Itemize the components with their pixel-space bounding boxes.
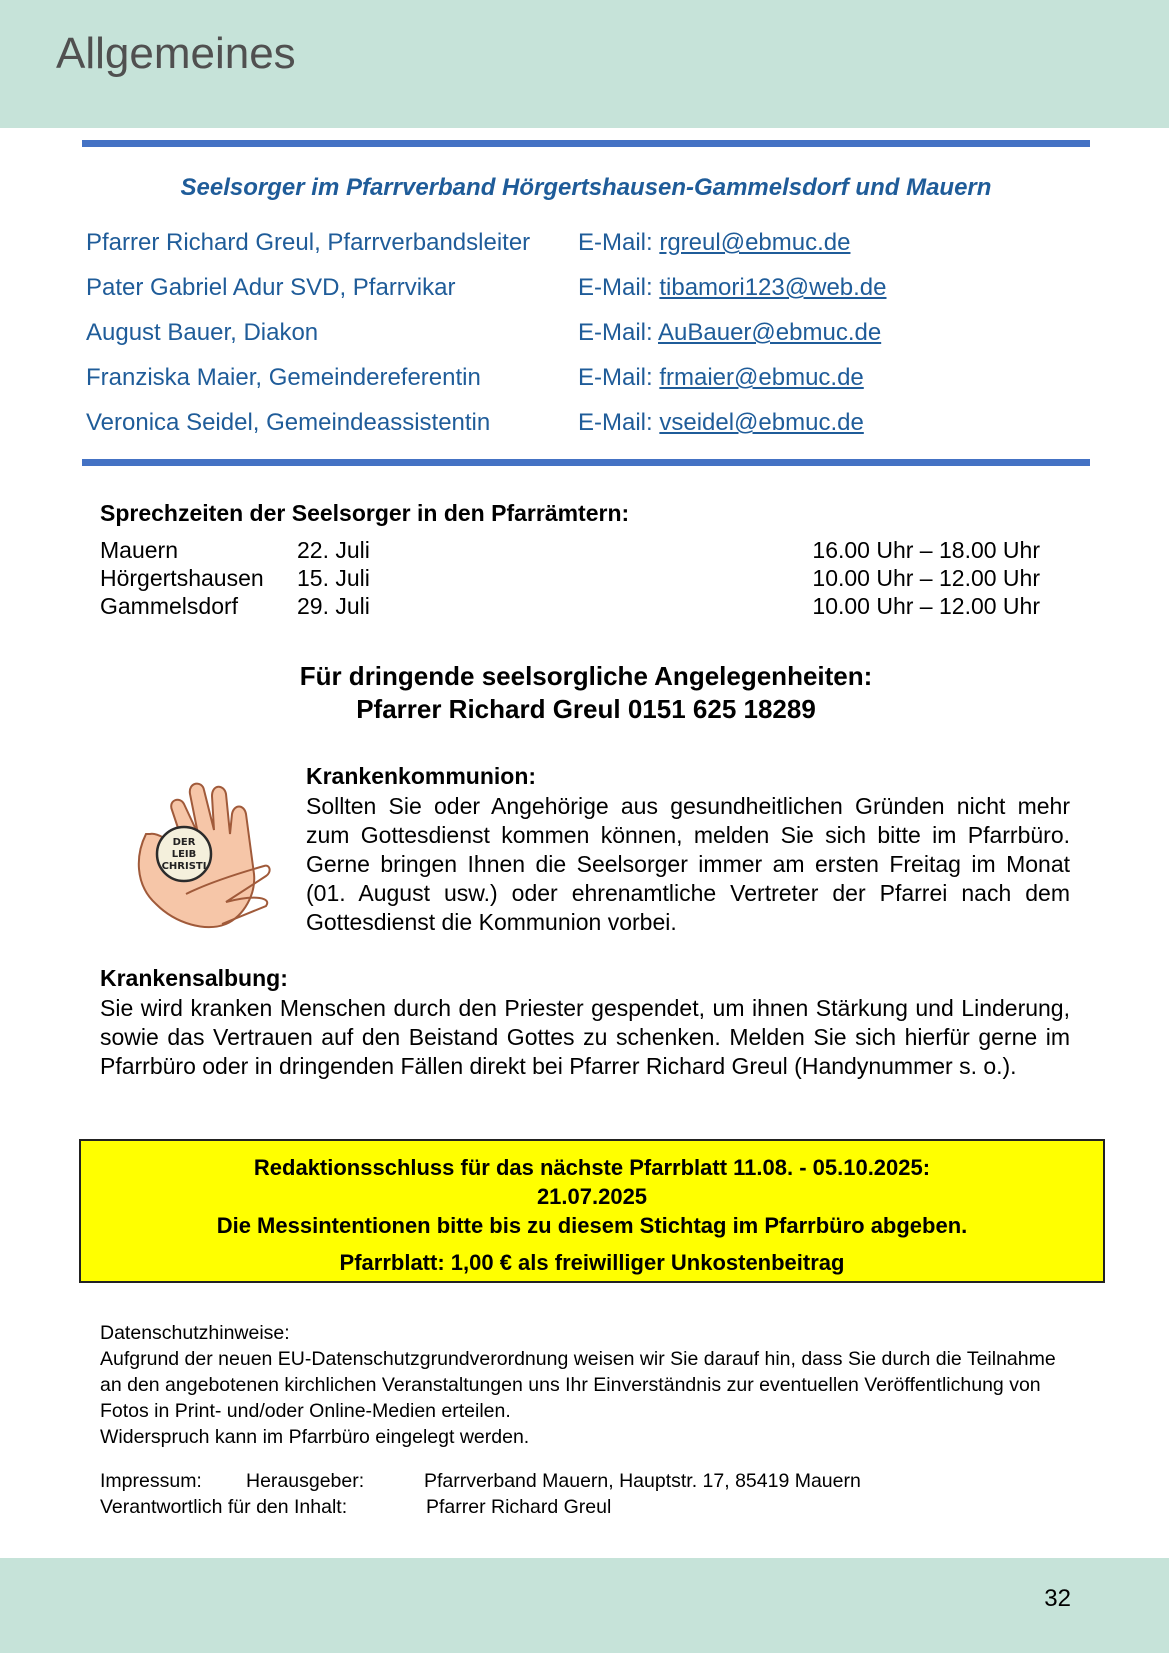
urgent-contact: Pfarrer Richard Greul 0151 625 18289 xyxy=(356,694,816,724)
office-time: 10.00 Uhr – 12.00 Uhr xyxy=(812,565,1040,591)
notice-intentions-line: Die Messintentionen bitte bis zu diesem Stichtag im Pfarrbüro abgeben. xyxy=(216,1213,968,1238)
sick-communion-title: Krankenkommunion: xyxy=(306,763,537,789)
email-link[interactable]: AuBauer@ebmuc.de xyxy=(658,319,882,346)
contact-name: Pater Gabriel Adur SVD, Pfarrvikar xyxy=(86,274,456,301)
host-label-line3: CHRISTI xyxy=(161,861,207,872)
responsible-value: Pfarrer Richard Greul xyxy=(426,1496,612,1518)
email-link[interactable]: tibamori123@web.de xyxy=(659,274,887,301)
notice-price-line: Pfarrblatt: 1,00 € als freiwilliger Unkostenbeitrag xyxy=(339,1250,845,1275)
contact-email: E-Mail: AuBauer@ebmuc.de xyxy=(578,319,882,346)
privacy-text: Aufgrund der neuen EU-Datenschutzgrundverordnung weisen wir Sie darauf hin, dass Sie durch die Teilnahme an den angebotenen kirchlichen Veranstaltungen uns Ihr Einverständnis zur eventuellen Veröffentlichung von Fotos in Print- und/oder Online-Medien erteilen. xyxy=(100,1348,1056,1422)
contact-name: August Bauer, Diakon xyxy=(86,319,319,346)
privacy-notice xyxy=(100,1320,1080,1450)
email-link[interactable]: vseidel@ebmuc.de xyxy=(659,409,864,436)
anointing-title: Krankensalbung: xyxy=(100,965,288,991)
office-hours-row xyxy=(100,537,1040,565)
hands-host-illustration xyxy=(126,774,272,934)
host-label-line2: LEIB xyxy=(171,849,197,860)
notice-date-line: 21.07.2025 xyxy=(536,1184,648,1209)
email-link[interactable]: rgreul@ebmuc.de xyxy=(659,229,851,256)
notice-deadline-line: Redaktionsschluss für das nächste Pfarrblatt 11.08. - 05.10.2025: xyxy=(253,1155,931,1180)
office-time: 16.00 Uhr – 18.00 Uhr xyxy=(812,537,1040,563)
office-date: 29. Juli xyxy=(297,593,370,619)
office-place: Gammelsdorf xyxy=(100,593,239,619)
contact-row xyxy=(86,229,1086,261)
privacy-objection: Widerspruch kann im Pfarrbüro eingelegt werden. xyxy=(100,1426,530,1448)
email-link[interactable]: frmaier@ebmuc.de xyxy=(659,364,864,391)
office-place: Mauern xyxy=(100,537,178,563)
contacts-title: Seelsorger im Pfarrverband Hörgertshausen-Gammelsdorf und Mauern xyxy=(180,174,992,201)
imprint-label: Impressum: xyxy=(100,1470,202,1492)
imprint-responsible-row xyxy=(100,1496,1000,1522)
anointing-text: Sie wird kranken Menschen durch den Priester gespendet, um ihnen Stärkung und Linderung, sowie das Vertrauen auf den Beistand Gottes zu schenken. Melden Sie sich hierfür gerne im Pfarrbüro oder in dringenden Fällen direkt bei Pfarrer Richard Greul (Handynummer s. o.). xyxy=(100,995,1070,1079)
office-place: Hörgertshausen xyxy=(100,565,264,591)
contact-email: E-Mail: vseidel@ebmuc.de xyxy=(578,409,864,436)
contact-name: Franziska Maier, Gemeindereferentin xyxy=(86,364,481,391)
publisher-label: Herausgeber: xyxy=(246,1470,365,1492)
contact-row xyxy=(86,364,1086,396)
privacy-title: Datenschutzhinweise: xyxy=(100,1322,290,1344)
publisher-value: Pfarrverband Mauern, Hauptstr. 17, 85419 Mauern xyxy=(424,1470,861,1492)
page-number: 32 xyxy=(1044,1585,1071,1612)
contact-row xyxy=(86,274,1086,306)
contacts-bottom-rule xyxy=(82,459,1090,466)
contact-row xyxy=(86,319,1086,351)
office-hours-title: Sprechzeiten der Seelsorger in den Pfarrämtern: xyxy=(100,500,630,526)
page-title: Allgemeines xyxy=(56,29,296,78)
contact-email: E-Mail: rgreul@ebmuc.de xyxy=(578,229,851,256)
contact-name: Pfarrer Richard Greul, Pfarrverbandsleiter xyxy=(86,229,531,256)
imprint-publisher-row xyxy=(100,1470,1000,1496)
contact-row xyxy=(86,409,1086,441)
office-hours-row xyxy=(100,593,1040,621)
office-time: 10.00 Uhr – 12.00 Uhr xyxy=(812,593,1040,619)
contacts-top-rule xyxy=(82,140,1090,147)
office-date: 15. Juli xyxy=(297,565,370,591)
contact-name: Veronica Seidel, Gemeindeassistentin xyxy=(86,409,491,436)
responsible-label: Verantwortlich für den Inhalt: xyxy=(100,1496,348,1518)
sick-communion-text: Sollten Sie oder Angehörige aus gesundheitlichen Gründen nicht mehr zum Gottesdienst kommen können, melden Sie sich bitte im Pfarrbüro. Gerne bringen Ihnen die Seelsorger immer am ersten Freitag im Monat (01. August usw.) oder ehrenamtliche Vertreter der Pfarrei nach dem Gottesdienst die Kommunion vorbei. xyxy=(306,793,1070,935)
deadline-notice-box xyxy=(79,1139,1105,1283)
office-hours-row xyxy=(100,565,1040,593)
contact-email: E-Mail: tibamori123@web.de xyxy=(578,274,887,301)
footer-band xyxy=(0,1558,1169,1653)
urgent-heading: Für dringende seelsorgliche Angelegenheiten: xyxy=(299,661,873,691)
host-label-line1: DER xyxy=(172,837,196,848)
contact-email: E-Mail: frmaier@ebmuc.de xyxy=(578,364,864,391)
office-date: 22. Juli xyxy=(297,537,370,563)
